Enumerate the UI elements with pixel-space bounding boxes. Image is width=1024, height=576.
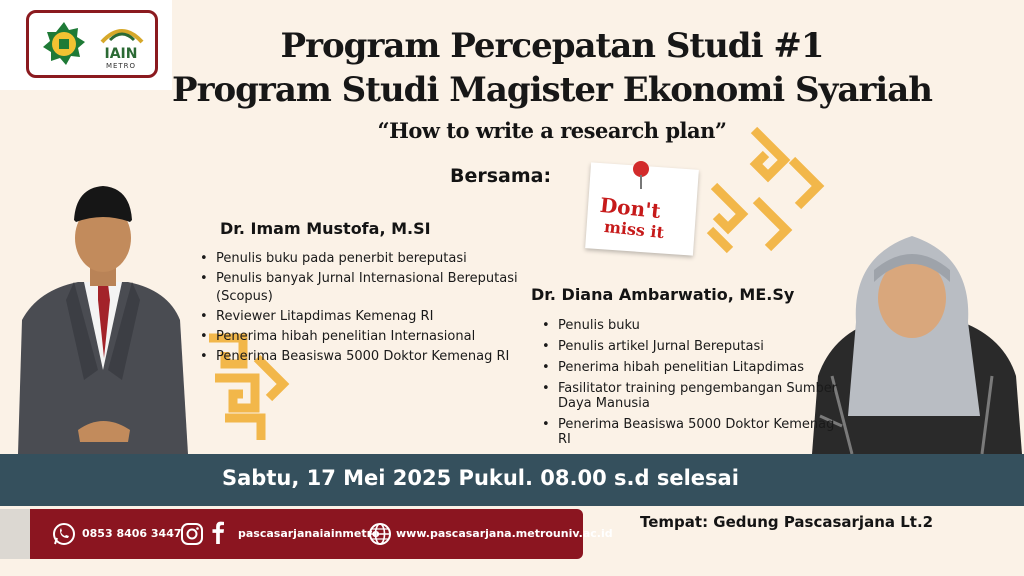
list-item: • Reviewer Litapdimas Kemenag RI [198, 308, 518, 326]
list-item: • Penerima hibah penelitian Internasional [198, 328, 518, 346]
list-item: • Fasilitator training pengembangan Sumber Daya Manusia [540, 381, 840, 411]
event-date-time: Sabtu, 17 Mei 2025 Pukul. 08.00 s.d selesai [222, 466, 739, 490]
event-venue: Tempat: Gedung Pascasarjana Lt.2 [640, 513, 934, 531]
contact-bar-edge [0, 509, 30, 559]
list-item: • Penulis buku pada penerbit bereputasi [198, 250, 518, 268]
list-item: • Penulis artikel Jurnal Bereputasi [540, 339, 840, 354]
contact-website[interactable]: www.pascasarjana.metrouniv.ac.id [396, 527, 613, 540]
dont-text: Don't [598, 192, 662, 224]
contact-social-handle[interactable]: pascasarjanaiainmetro [238, 527, 380, 540]
miss-it-text: miss it [603, 216, 665, 243]
speaker2-photo [812, 226, 1022, 454]
bersama-label: Bersama: [450, 165, 552, 187]
speaker1-name: Dr. Imam Mustofa, M.SI [220, 219, 431, 238]
instagram-icon[interactable] [180, 522, 204, 546]
pushpin-icon [630, 160, 652, 190]
title-line-1: Program Percepatan Studi #1 [280, 26, 824, 66]
kemenag-logo-icon [40, 20, 88, 68]
globe-icon[interactable] [368, 522, 392, 546]
list-item: • Penulis banyak Jurnal Internasional Bereputasi (Scopus) [198, 270, 518, 306]
title-line-2: Program Studi Magister Ekonomi Syariah [172, 70, 932, 110]
speaker1-photo [18, 180, 188, 454]
list-item: • Penerima Beasiswa 5000 Doktor Kemenag RI [198, 348, 518, 366]
iain-logo-text: IAIN [104, 46, 138, 62]
list-item: • Penerima Beasiswa 5000 Doktor Kemenag RI [540, 417, 840, 447]
speaker1-credentials [198, 250, 518, 368]
speaker2-name: Dr. Diana Ambarwatio, ME.Sy [531, 285, 795, 304]
whatsapp-icon[interactable] [52, 522, 76, 546]
list-item: • Penulis buku [540, 318, 840, 333]
iain-logo-subtext: METRO [105, 62, 137, 70]
speaker2-credentials [540, 318, 840, 453]
contact-phone[interactable]: 0853 8406 3447 [82, 527, 182, 540]
facebook-icon[interactable] [206, 520, 230, 544]
subtitle: “How to write a research plan” [377, 118, 727, 143]
list-item: • Penerima hibah penelitian Litapdimas [540, 360, 840, 375]
